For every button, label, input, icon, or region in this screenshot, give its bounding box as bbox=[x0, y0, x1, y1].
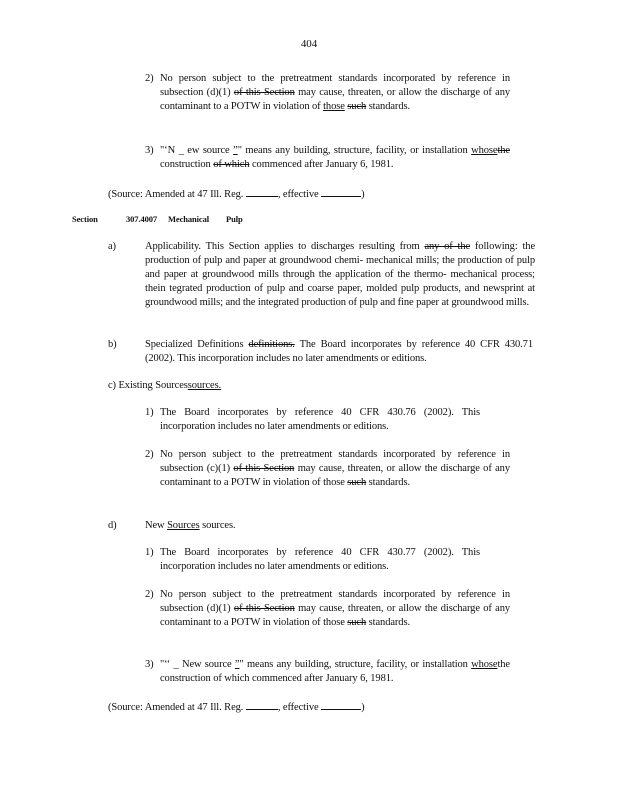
section-number: 307.4007 bbox=[126, 214, 158, 224]
para-d-item-2: No person subject to the pretreatment standards incorporated by reference in subsection (d)(1) of this Section may cause, threaten, or allow the discharge of any contaminant to a POTW in violation of those such standards. bbox=[160, 589, 510, 628]
para-mark-b: b) bbox=[108, 339, 117, 350]
para-c-item-2: No person subject to the pretreatment standards incorporated by reference in subsection (c)(1) of this Section may cause, threaten, or allow the discharge of any contaminant to a POTW in violation of those such standards. bbox=[160, 449, 510, 488]
item-number: 1) bbox=[145, 547, 154, 558]
item-number: 2) bbox=[145, 449, 154, 460]
para-c-heading: c) Existing Sourcessources. bbox=[108, 380, 222, 391]
page-number: 404 bbox=[300, 38, 318, 50]
para-mark-d: d) bbox=[108, 520, 117, 531]
section-title: Pulp bbox=[226, 214, 243, 224]
para-b-text: Specialized Definitions definitions. The Board incorporates by reference 40 CFR 430.71 (2002). This incorporation includes no later amendments or editions. bbox=[145, 339, 533, 364]
item-number: 1) bbox=[145, 407, 154, 418]
source-note: (Source: Amended at 47 Ill. Reg. , effective ) bbox=[108, 186, 364, 202]
top-item-2-text: No person subject to the pretreatment standards incorporated by reference in subsection (d)(1) of this Section may cause, threaten, or allow the discharge of any contaminant to a POTW in violation of those such standards. bbox=[160, 73, 510, 112]
para-c-item-1: The Board incorporates by reference 40 CFR 430.76 (2002). This incorporation includes no later amendments or editions. bbox=[160, 407, 480, 432]
section-title: Mechanical bbox=[168, 214, 210, 224]
top-item-3-text: "‘N _ ew source ”" means any building, structure, facility, or installation whosethe construction of which commenced after January 6, 1981. bbox=[160, 145, 510, 170]
para-d-item-3: "‘‘ _ New source ”" means any building, structure, facility, or installation whosethe construction of which commenced after January 6, 1981. bbox=[160, 659, 510, 684]
para-a-text: Applicability. This Section applies to discharges resulting from any of the following: the production of pulp and paper at groundwood chemi- mechanical mills; the production of pulp and paper at groundwood mills through the application of the thermo- mechanical process; thein tegrated production of pulp and coarse paper, molded pulp products, and newsprint at groundwood mills; and the integrated production of pulp and fine paper at groundwood mills. bbox=[145, 241, 535, 308]
para-d-heading: New Sources sources. bbox=[145, 520, 236, 531]
source-note: (Source: Amended at 47 Ill. Reg. , effective ) bbox=[108, 699, 364, 715]
para-mark-a: a) bbox=[108, 241, 116, 252]
item-number: 3) bbox=[145, 145, 154, 156]
item-number: 3) bbox=[145, 659, 154, 670]
item-number: 2) bbox=[145, 73, 154, 84]
section-label: Section bbox=[72, 214, 98, 224]
para-d-item-1: The Board incorporates by reference 40 CFR 430.77 (2002). This incorporation includes no later amendments or editions. bbox=[160, 547, 480, 572]
item-number: 2) bbox=[145, 589, 154, 600]
